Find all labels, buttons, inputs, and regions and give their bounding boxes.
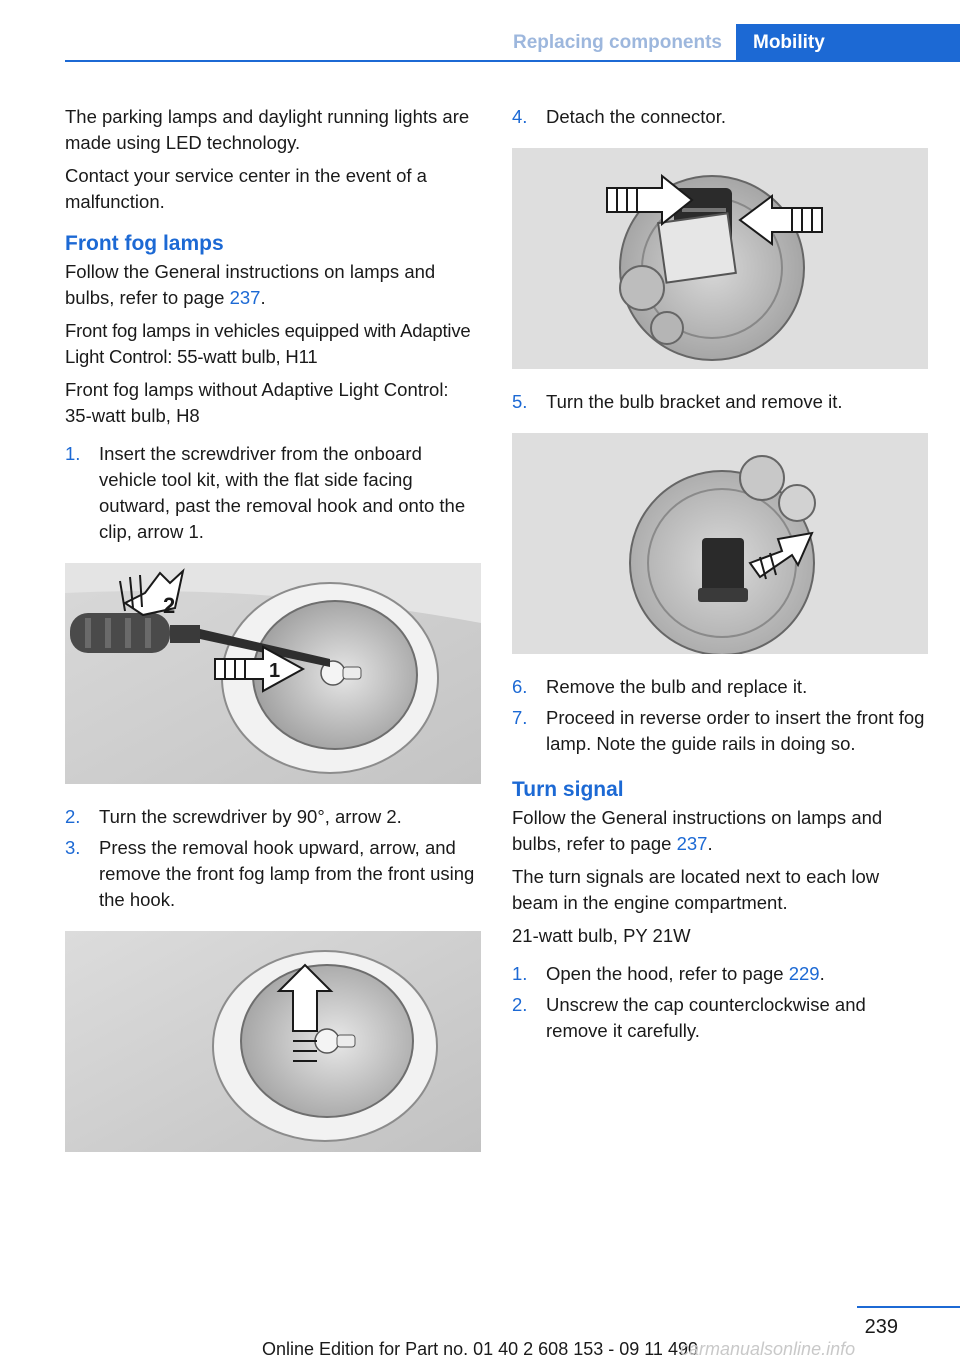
step-number: 1.: [65, 443, 81, 464]
footer-rule: [857, 1306, 960, 1308]
fig1-arrow-label-1: 1: [269, 660, 281, 682]
list-item: [65, 835, 481, 913]
step-number: 6.: [512, 676, 528, 697]
list-item: [512, 674, 928, 700]
step-text: Turn the screwdriver by 90°, arrow 2.: [99, 806, 402, 827]
heading-front-fog-lamps: Front fog lamps: [65, 232, 224, 255]
left-column: [65, 104, 481, 1172]
fog-bulb-alc: Front fog lamps in vehicles equipped with Adaptive Light Control: 55‑watt bulb, H11: [65, 320, 471, 367]
watermark: carmanualsonline.info: [680, 1339, 856, 1359]
turn-general-instructions: Follow the General instructions on lamps and bulbs, refer to page 237.: [512, 807, 883, 854]
fig1-arrow-label-2: 2: [163, 593, 176, 618]
page-header: [65, 24, 960, 62]
list-item: [65, 441, 481, 545]
step-text: Unscrew the cap counterclockwise and remove it carefully.: [546, 994, 866, 1041]
page-ref-link[interactable]: 237: [676, 833, 708, 854]
step-number: 4.: [512, 106, 528, 127]
heading-turn-signal: Turn signal: [512, 778, 624, 801]
fog-general-instructions: Follow the General instructions on lamps and bulbs, refer to page 237.: [65, 261, 436, 308]
edition-note: Online Edition for Part no. 01 40 2 608 153 - 09 11 490: [262, 1339, 698, 1359]
step-text: Open the hood, refer to page 229.: [546, 963, 825, 984]
list-item: [512, 705, 928, 757]
figure-bulb-bracket: [512, 433, 928, 654]
turn-steps-list: [512, 961, 928, 1044]
fog-bulb-no-alc: Front fog lamps without Adaptive Light Control: 35‑watt bulb, H8: [65, 379, 449, 426]
figure-removal-hook: [65, 931, 481, 1152]
step-text: Insert the screwdriver from the onboard vehicle tool kit, with the flat side facing outward, past the removal hook and onto the clip, arrow 1.: [99, 443, 466, 542]
right-column: [512, 104, 928, 1049]
step-text: Press the removal hook upward, arrow, and remove the front fog lamp from the front using the hook.: [99, 837, 475, 910]
list-item: [512, 961, 928, 987]
step-text: Detach the connector.: [546, 106, 726, 127]
list-item: [65, 804, 481, 830]
step-number: 2.: [65, 806, 81, 827]
step-text: Remove the bulb and replace it.: [546, 676, 808, 697]
step-number: 7.: [512, 707, 528, 728]
intro-paragraph-2: Contact your service center in the event of a malfunction.: [65, 165, 427, 212]
step-number: 2.: [512, 994, 528, 1015]
list-item: [512, 992, 928, 1044]
step-number: 1.: [512, 963, 528, 984]
chapter-tab: Mobility: [736, 24, 960, 62]
list-item: [512, 389, 928, 415]
step-text: Turn the bulb bracket and remove it.: [546, 391, 843, 412]
page-ref-link[interactable]: 229: [788, 963, 820, 984]
figure-detach-connector: [512, 148, 928, 369]
turn-location: The turn signals are located next to each low beam in the engine compartment.: [512, 866, 880, 913]
step-number: 3.: [65, 837, 81, 858]
figure-screwdriver-insert: [65, 563, 481, 784]
turn-bulb-type: 21‑watt bulb, PY 21W: [512, 925, 691, 946]
list-item: [512, 104, 928, 130]
page-number: 239: [864, 1316, 898, 1338]
header-rule: [65, 60, 960, 62]
fog-steps-list-2: [65, 804, 481, 913]
step-number: 5.: [512, 391, 528, 412]
step-text: Proceed in reverse order to insert the front fog lamp. Note the guide rails in doing so.: [546, 707, 925, 754]
intro-paragraph-1: The parking lamps and daylight running lights are made using LED technology.: [65, 106, 470, 153]
fog-steps-list: [65, 441, 481, 545]
section-title: Replacing components: [512, 32, 722, 53]
page-ref-link[interactable]: 237: [229, 287, 261, 308]
